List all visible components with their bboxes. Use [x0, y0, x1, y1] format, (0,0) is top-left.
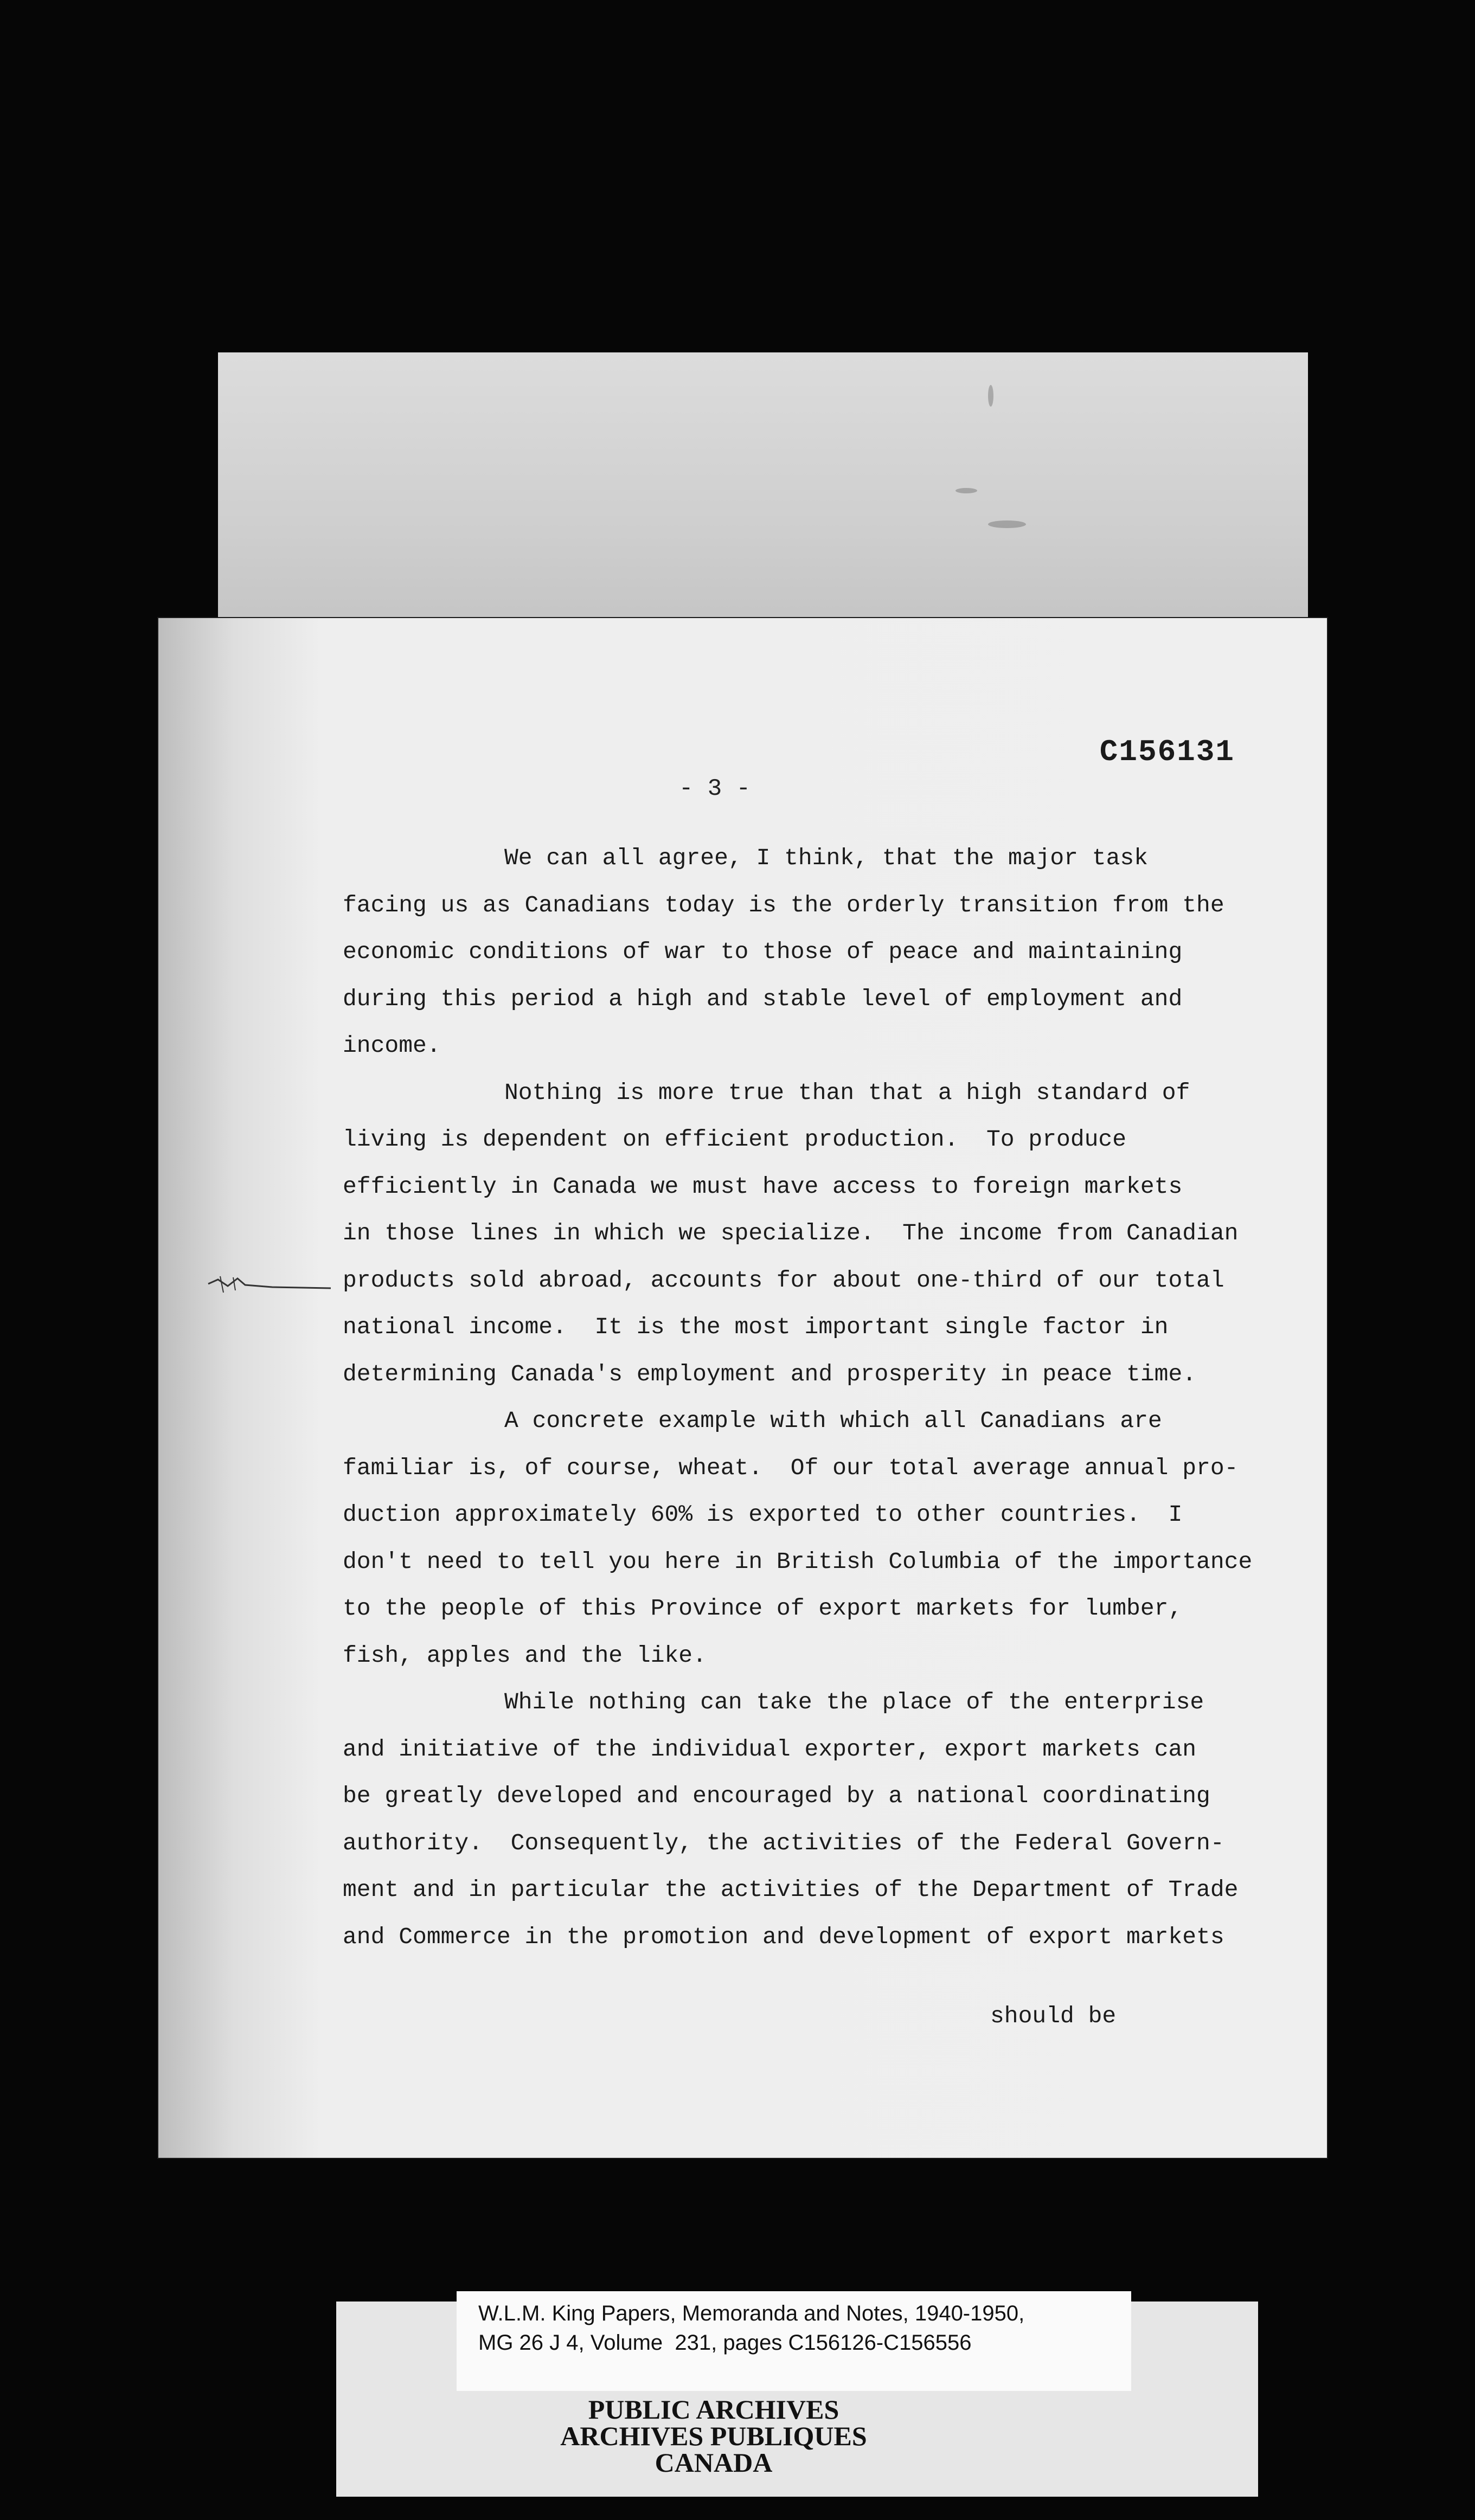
- continuation-text: should be: [990, 2003, 1117, 2029]
- page-number: - 3 -: [679, 775, 751, 802]
- smudge-mark: [955, 488, 977, 493]
- margin-annotation-mark: [207, 1274, 332, 1296]
- text-line: authority. Consequently, the activities of the Federal Govern-: [343, 1829, 1224, 1856]
- text-line: Nothing is more true than that a high standard of: [504, 1079, 1190, 1106]
- document-id: C156131: [1099, 735, 1235, 769]
- citation-line-2: MG 26 J 4, Volume 231, pages C156126-C156556: [478, 2331, 972, 2355]
- text-line: in those lines in which we specialize. The income from Canadian: [343, 1220, 1239, 1246]
- text-line: While nothing can take the place of the enterprise: [504, 1689, 1204, 1715]
- text-line: determining Canada's employment and prosperity in peace time.: [343, 1360, 1197, 1387]
- paragraph-2: [343, 1070, 1265, 1398]
- text-line: national income. It is the most important single factor in: [343, 1314, 1169, 1340]
- text-line: economic conditions of war to those of peace and maintaining: [343, 938, 1183, 965]
- archive-citation-strip: [457, 2291, 1131, 2391]
- document-page: [158, 618, 1327, 2158]
- text-line: We can all agree, I think, that the major task: [504, 845, 1148, 871]
- archive-citation: [478, 2299, 1024, 2357]
- text-line: products sold abroad, accounts for about one-third of our total: [343, 1267, 1224, 1294]
- text-line: income.: [343, 1032, 441, 1059]
- text-line: to the people of this Province of export markets for lumber,: [343, 1595, 1183, 1622]
- text-line: during this period a high and stable level of employment and: [343, 985, 1183, 1012]
- citation-line-1: W.L.M. King Papers, Memoranda and Notes, 1940-1950,: [478, 2302, 1025, 2325]
- text-line: familiar is, of course, wheat. Of our total average annual pro-: [343, 1454, 1239, 1481]
- text-line: and initiative of the individual exporter, export markets can: [343, 1735, 1197, 1763]
- text-line: duction approximately 60% is exported to other countries. I: [343, 1501, 1183, 1528]
- stamp-line-1: PUBLIC ARCHIVES: [588, 2394, 839, 2425]
- stamp-line-3: CANADA: [655, 2447, 773, 2478]
- text-line: be greatly developed and encouraged by a national coordinating: [343, 1783, 1210, 1809]
- text-line: don't need to tell you here in British Columbia of the importance: [343, 1548, 1253, 1575]
- smudge-mark: [988, 520, 1026, 528]
- smudge-mark: [988, 385, 993, 407]
- text-line: efficiently in Canada we must have access to foreign markets: [343, 1173, 1183, 1200]
- memo-body: [343, 835, 1265, 1960]
- stamp-line-2: ARCHIVES PUBLIQUES: [560, 2421, 867, 2451]
- underlying-page: [218, 352, 1308, 634]
- text-line: and Commerce in the promotion and development of export markets: [343, 1923, 1224, 1950]
- text-line: ment and in particular the activities of the Department of Trade: [343, 1876, 1239, 1903]
- paragraph-1: [343, 835, 1265, 1070]
- paragraph-4: [343, 1679, 1265, 1960]
- text-line: A concrete example with which all Canadians are: [504, 1407, 1162, 1434]
- archives-stamp: [0, 2396, 1475, 2476]
- text-line: facing us as Canadians today is the orderly transition from the: [343, 891, 1224, 918]
- text-line: fish, apples and the like.: [343, 1642, 707, 1669]
- paragraph-3: [343, 1398, 1265, 1679]
- text-line: living is dependent on efficient production. To produce: [343, 1126, 1127, 1153]
